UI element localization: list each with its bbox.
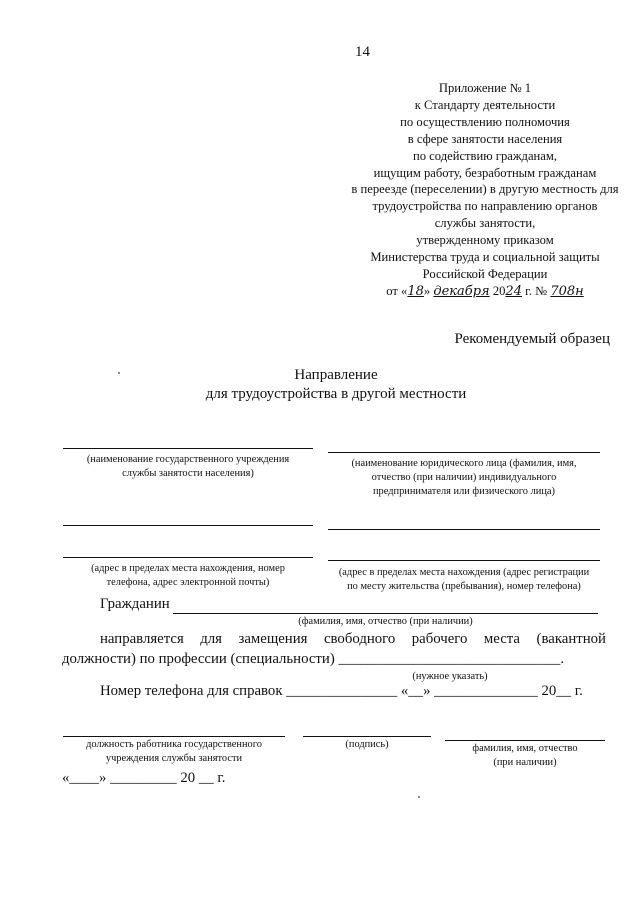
employer-extra-field[interactable] [328, 529, 600, 530]
fullname-field[interactable] [445, 740, 605, 741]
appendix-line: ищущим работу, безработным гражданам [373, 165, 597, 180]
appendix-line: Приложение № 1 [438, 81, 532, 95]
appendix-line: утвержденному приказом [416, 233, 554, 248]
document-title: Направление для трудоустройства в другой местности [205, 367, 467, 402]
handwritten-year: 24 [505, 283, 522, 299]
scan-speck [418, 796, 420, 798]
phone-line: Номер телефона для справок _______________ «__» ______________ 20__ г. [100, 683, 583, 699]
appendix-line: в переезде (переселении) в другую местность для [351, 182, 619, 197]
appendix-line: по содействию гражданам, [413, 148, 557, 163]
order-date-line: от «18» декабря 2024 г. № 708н [386, 283, 584, 299]
org-extra-field[interactable] [63, 525, 313, 526]
employer-name-field[interactable] [328, 452, 600, 453]
citizen-name-caption: (фамилия, имя, отчество (при наличии) [298, 616, 473, 627]
appendix-line: трудоустройства по направлению органов [372, 199, 598, 214]
appendix-line: службы занятости, [434, 216, 536, 231]
employer-address-field[interactable] [328, 560, 600, 561]
org-address-field[interactable] [63, 557, 313, 558]
appendix-line: в сфере занятости населения [407, 131, 563, 146]
signature-field[interactable] [303, 736, 431, 737]
profession-line: должности) по профессии (специальности) ______________________________. [62, 651, 565, 667]
org-name-field[interactable] [63, 448, 313, 449]
appendix-block [320, 80, 640, 301]
appendix-line: Российской Федерации [422, 266, 548, 281]
citizen-label: Гражданин [100, 596, 170, 612]
fullname-caption: фамилия, имя, отчество (при наличии) [472, 743, 578, 768]
handwritten-month: декабря [433, 283, 490, 299]
appendix-line: по осуществлению полномочия [400, 114, 570, 129]
signature-caption: (подпись) [345, 739, 389, 750]
page-number: 14 [355, 44, 370, 60]
employer-name-caption: (наименование юридического лица (фамилия, имя, отчество (при наличии) индивидуального предпринимателя или физического лица) [351, 458, 577, 497]
specify-caption: (нужное указать) [412, 671, 488, 682]
scan-speck [118, 372, 120, 374]
appendix-line: к Стандарту деятельности [414, 97, 556, 112]
referral-text-line: направляется для замещения свободного рабочего места (вакантной [100, 631, 606, 647]
employer-address-caption: (адрес в пределах места нахождения (адрес регистрации по месту жительства (пребывания), номер телефона) [338, 567, 590, 592]
position-field[interactable] [63, 736, 285, 737]
appendix-line: Министерства труда и социальной защиты [370, 250, 600, 265]
handwritten-order-number: 708н [550, 283, 584, 299]
handwritten-day: 18 [407, 283, 424, 299]
citizen-name-field[interactable] [173, 613, 598, 614]
org-name-caption: (наименование государственного учреждения службы занятости населения) [86, 454, 290, 479]
position-caption: должность работника государственного учреждения службы занятости [86, 739, 262, 764]
date-line: «____» _________ 20 __ г. [62, 770, 226, 786]
org-address-caption: (адрес в пределах места нахождения, номер телефона, адрес электронной почты) [91, 563, 285, 588]
recommended-sample-label: Рекомендуемый образец [454, 331, 610, 347]
